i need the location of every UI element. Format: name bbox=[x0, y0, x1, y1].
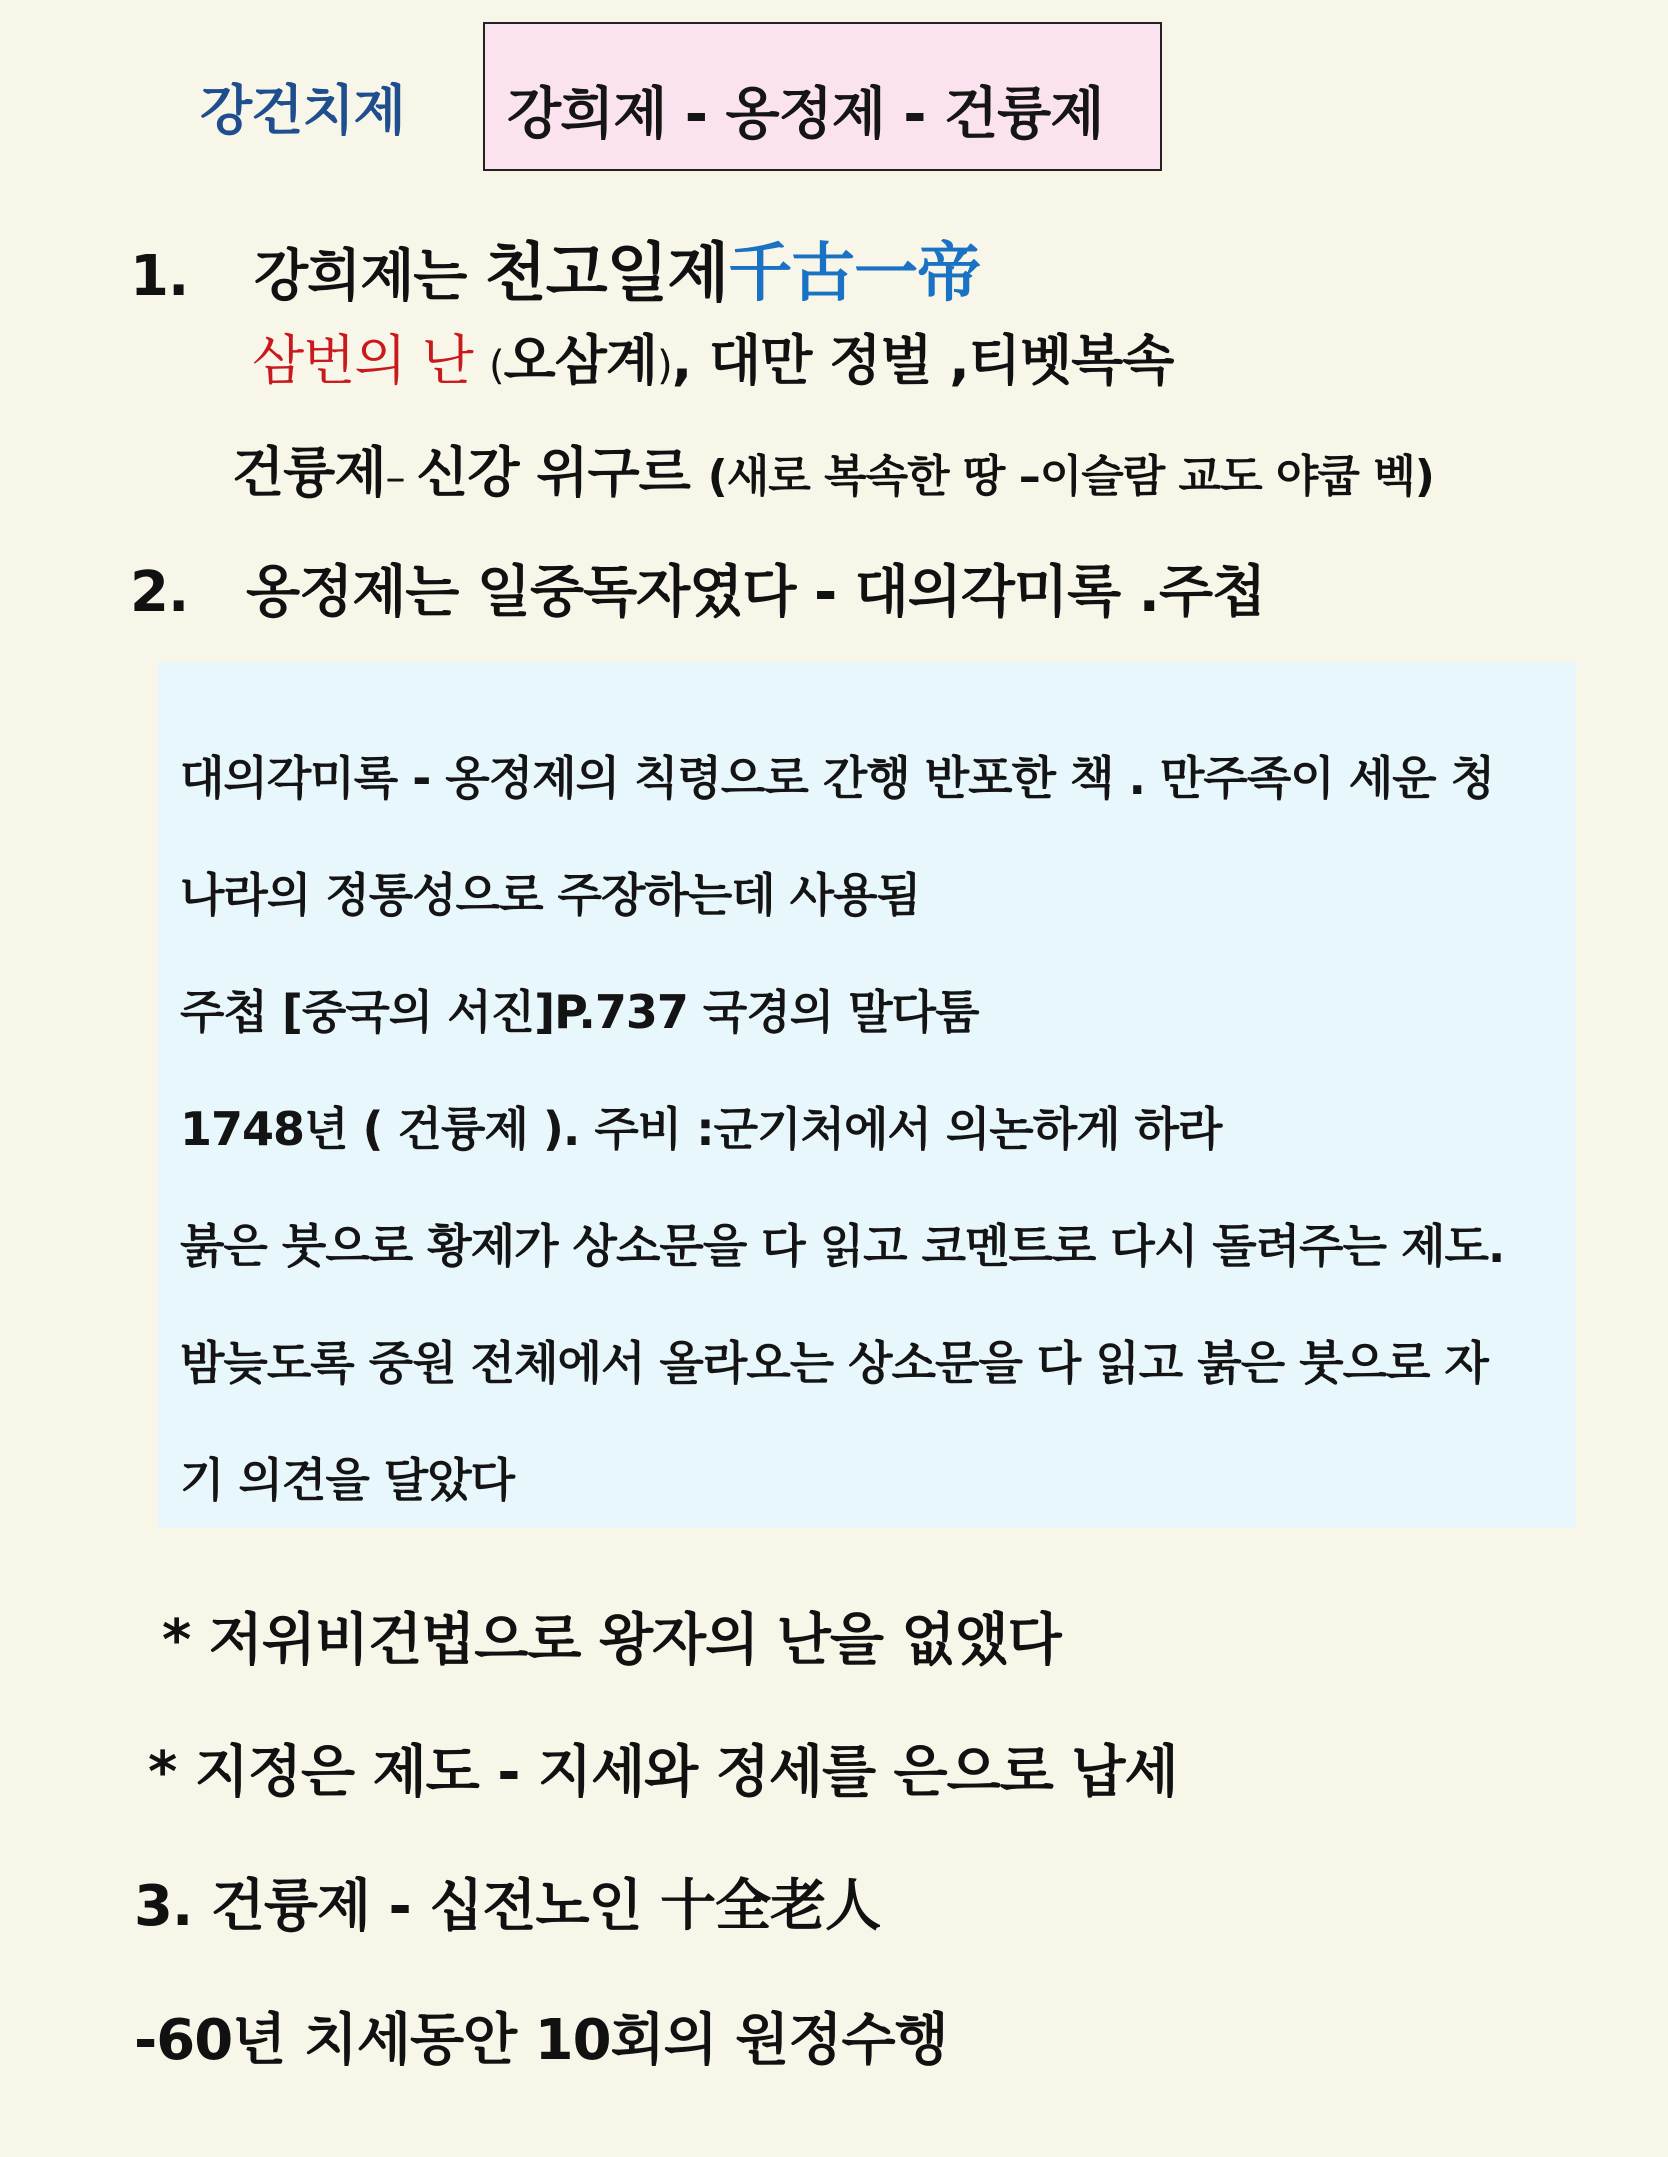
info-line: 기 의견을 달았다 bbox=[180, 1453, 515, 1507]
item-1-line-c bbox=[232, 430, 1434, 507]
info-line: 나라의 정통성으로 주장하는데 사용됨 bbox=[180, 868, 921, 922]
info-line: 대의각미록 - 옹정제의 칙령으로 간행 반포한 책 . 만주족이 세운 청 bbox=[180, 751, 1495, 805]
item-1-paren-open: ( bbox=[489, 343, 504, 389]
item-1-line-c-rest: 신강 위구르 bbox=[416, 441, 708, 504]
item-1-number: 1. bbox=[130, 244, 189, 309]
info-line: 밤늦도록 중원 전체에서 올라오는 상소문을 다 읽고 붉은 붓으로 자 bbox=[180, 1336, 1488, 1390]
item-1-line-c-main: 건륭제 bbox=[232, 441, 386, 504]
note-star-2: * 지정은 제도 - 지세와 정세를 은으로 납세 bbox=[148, 1740, 1178, 1805]
title-box bbox=[483, 22, 1162, 171]
item-1-line-b-rest: , 대만 정벌 ,티벳복속 bbox=[671, 329, 1174, 392]
side-title: 강건치제 bbox=[200, 79, 405, 142]
info-line: 주첩 [중국의 서진]P.737 국경의 말다툼 bbox=[180, 985, 979, 1039]
item-2-heading bbox=[130, 548, 1265, 628]
item-1-hanja: 千古一帝 bbox=[728, 237, 981, 311]
info-line: 1748년 ( 건륭제 ). 주비 :군기처에서 의논하게 하라 bbox=[180, 1102, 1222, 1156]
item-1-red-text: 삼번의 난 bbox=[252, 329, 489, 392]
item-1-text: 강희제는 bbox=[254, 244, 485, 309]
item-1-paren-close: ) bbox=[657, 343, 672, 389]
item-1-heading bbox=[130, 222, 980, 314]
item-3-heading: 3. 건륭제 - 십전노인 十全老人 bbox=[134, 1874, 881, 1939]
item-1-paren-text: 오삼계 bbox=[503, 329, 658, 392]
info-line: 붉은 붓으로 황제가 상소문을 다 읽고 코멘트로 다시 돌려주는 제도. bbox=[180, 1219, 1505, 1273]
item-1-emphasis: 천고일제 bbox=[484, 237, 729, 311]
item-1-line-b bbox=[252, 318, 1173, 395]
title-box-text: 강희제 - 옹정제 - 건륭제 bbox=[507, 82, 1104, 147]
item-1-line-c-paren: (새로 복속한 땅 –이슬람 교도 야쿱 벡) bbox=[707, 451, 1434, 502]
item-2-number: 2. bbox=[130, 560, 189, 625]
last-line: -60년 치세동안 10회의 원정수행 bbox=[134, 2008, 948, 2073]
item-1-line-c-dash: – bbox=[385, 455, 417, 501]
info-box bbox=[158, 662, 1576, 1528]
item-2-text: 옹정제는 일중독자였다 - 대의각미록 .주첩 bbox=[246, 560, 1266, 625]
note-star-1: * 저위비건법으로 왕자의 난을 없앴다 bbox=[162, 1608, 1061, 1673]
